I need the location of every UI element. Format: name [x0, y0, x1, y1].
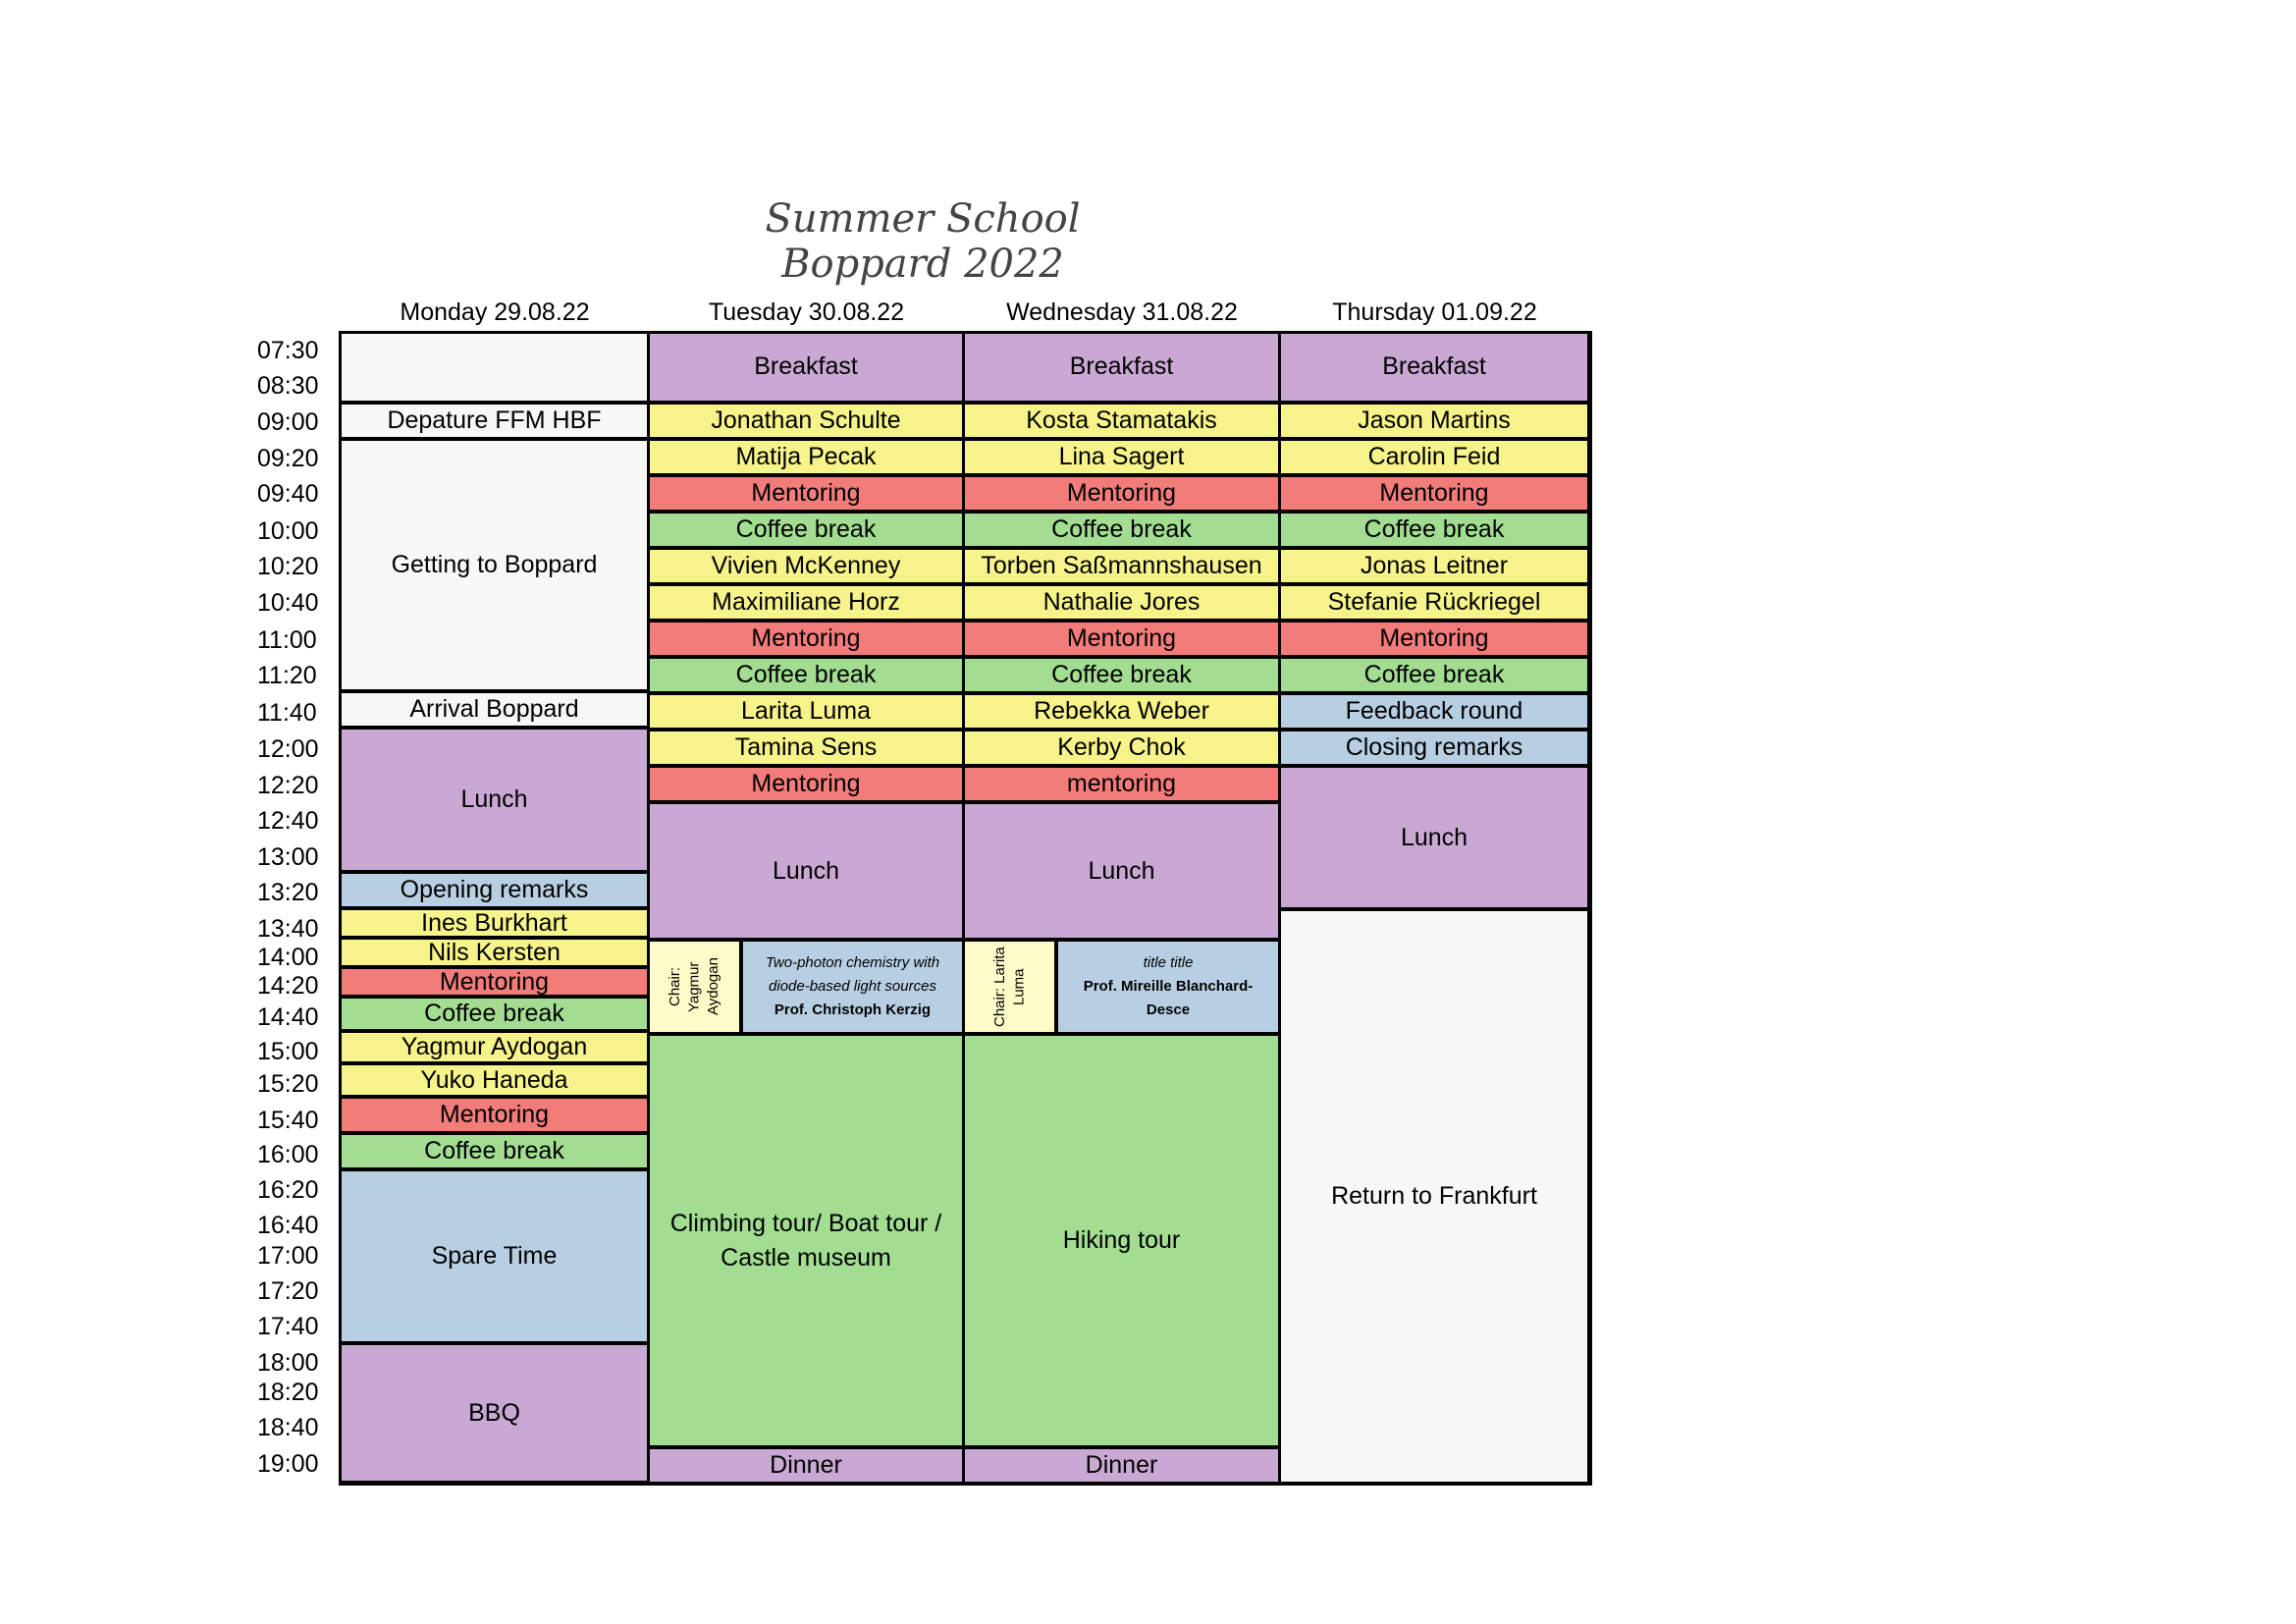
- time-label: 10:40: [257, 589, 319, 617]
- time-label: 16:40: [257, 1212, 319, 1239]
- time-label: 09:20: [257, 445, 319, 472]
- tuesday-keynote-title: Two-photon chemistry with diode-based light sources: [765, 954, 940, 995]
- tuesday-coffee-break-2: Coffee break: [648, 657, 964, 693]
- day-header-monday: Monday 29.08.22: [400, 298, 590, 326]
- tuesday-chair-label: Chair: Yagmur Aydogan: [667, 957, 722, 1016]
- thursday-coffee-break-1: Coffee break: [1279, 512, 1589, 548]
- thursday-talk-4: Stefanie Rückriegel: [1279, 584, 1589, 621]
- time-label: 12:20: [257, 772, 319, 799]
- time-label: 14:00: [257, 944, 319, 971]
- monday-spare-time: Spare Time: [340, 1169, 649, 1343]
- tuesday-keynote: [741, 940, 964, 1034]
- time-label: 09:40: [257, 480, 319, 508]
- monday-mentoring-2: Mentoring: [340, 1097, 649, 1133]
- time-label: 16:20: [257, 1176, 319, 1204]
- monday-opening-remarks: Opening remarks: [340, 872, 649, 908]
- time-label: 11:00: [257, 626, 317, 654]
- time-label: 12:40: [257, 807, 319, 835]
- tuesday-mentoring-1: Mentoring: [648, 475, 964, 512]
- monday-departure: Depature FFM HBF: [340, 403, 649, 439]
- time-label: 13:00: [257, 843, 319, 871]
- tuesday-session-chair: [648, 940, 741, 1034]
- tuesday-breakfast: Breakfast: [648, 331, 964, 403]
- time-label: 17:40: [257, 1313, 319, 1340]
- time-label: 15:00: [257, 1038, 319, 1065]
- time-label: 14:40: [257, 1003, 319, 1031]
- time-label: 10:20: [257, 553, 319, 580]
- wednesday-coffee-break-1: Coffee break: [963, 512, 1280, 548]
- time-label: 11:20: [257, 662, 317, 689]
- thursday-coffee-break-2: Coffee break: [1279, 657, 1589, 693]
- wednesday-activity: Hiking tour: [963, 1034, 1280, 1447]
- time-label: 15:20: [257, 1070, 319, 1098]
- time-label: 18:20: [257, 1379, 319, 1406]
- wednesday-mentoring-1: Mentoring: [963, 475, 1280, 512]
- time-label: 18:40: [257, 1414, 319, 1441]
- wednesday-breakfast: Breakfast: [963, 331, 1280, 403]
- thursday-closing-remarks: Closing remarks: [1279, 730, 1589, 766]
- tuesday-mentoring-2: Mentoring: [648, 621, 964, 657]
- tuesday-coffee-break-1: Coffee break: [648, 512, 964, 548]
- time-label: 13:20: [257, 879, 319, 906]
- monday-mentoring-1: Mentoring: [340, 967, 649, 997]
- wednesday-talk-6: Kerby Chok: [963, 730, 1280, 766]
- tuesday-talk-4: Maximiliane Horz: [648, 584, 964, 621]
- wednesday-coffee-break-2: Coffee break: [963, 657, 1280, 693]
- monday-talk-4: Yuko Haneda: [340, 1063, 649, 1097]
- time-label: 11:40: [257, 699, 317, 727]
- wednesday-session-chair: [963, 940, 1056, 1034]
- wednesday-mentoring-3: mentoring: [963, 766, 1280, 802]
- monday-bbq: BBQ: [340, 1343, 649, 1483]
- time-label: 13:40: [257, 915, 319, 943]
- monday-empty-morning: [340, 331, 649, 403]
- thursday-mentoring-1: Mentoring: [1279, 475, 1589, 512]
- time-label: 19:00: [257, 1450, 319, 1478]
- tuesday-talk-2: Matija Pecak: [648, 439, 964, 475]
- wednesday-talk-5: Rebekka Weber: [963, 693, 1280, 730]
- tuesday-lunch: Lunch: [648, 802, 964, 940]
- thursday-breakfast: Breakfast: [1279, 331, 1589, 403]
- wednesday-keynote-speaker: Prof. Mireille Blanchard-Desce: [1083, 978, 1254, 1018]
- wednesday-keynote-title: title title: [1143, 954, 1194, 971]
- monday-coffee-break-1: Coffee break: [340, 997, 649, 1031]
- time-label: 16:00: [257, 1141, 319, 1168]
- time-label: 08:30: [257, 372, 319, 400]
- page-title: Summer School Boppard 2022: [765, 196, 1081, 287]
- wednesday-mentoring-2: Mentoring: [963, 621, 1280, 657]
- monday-talk-2: Nils Kersten: [340, 938, 649, 967]
- day-header-wednesday: Wednesday 31.08.22: [1006, 298, 1238, 326]
- tuesday-talk-1: Jonathan Schulte: [648, 403, 964, 439]
- time-label: 15:40: [257, 1107, 319, 1134]
- wednesday-chair-label: Chair: Larita Luma: [991, 947, 1028, 1027]
- wednesday-lunch: Lunch: [963, 802, 1280, 940]
- day-header-thursday: Thursday 01.09.22: [1332, 298, 1537, 326]
- tuesday-dinner: Dinner: [648, 1447, 964, 1484]
- thursday-mentoring-2: Mentoring: [1279, 621, 1589, 657]
- wednesday-dinner: Dinner: [963, 1447, 1280, 1484]
- monday-talk-1: Ines Burkhart: [340, 908, 649, 938]
- thursday-return: Return to Frankfurt: [1279, 909, 1589, 1484]
- wednesday-keynote: [1056, 940, 1280, 1034]
- time-label: 09:00: [257, 408, 319, 436]
- thursday-talk-1: Jason Martins: [1279, 403, 1589, 439]
- wednesday-talk-1: Kosta Stamatakis: [963, 403, 1280, 439]
- thursday-feedback-round: Feedback round: [1279, 693, 1589, 730]
- time-label: 12:00: [257, 735, 319, 763]
- time-label: 10:00: [257, 517, 319, 545]
- tuesday-talk-6: Tamina Sens: [648, 730, 964, 766]
- monday-talk-3: Yagmur Aydogan: [340, 1031, 649, 1063]
- time-label: 17:20: [257, 1277, 319, 1305]
- tuesday-mentoring-3: Mentoring: [648, 766, 964, 802]
- monday-arrival: Arrival Boppard: [340, 691, 649, 728]
- thursday-talk-2: Carolin Feid: [1279, 439, 1589, 475]
- monday-coffee-break-2: Coffee break: [340, 1133, 649, 1169]
- thursday-lunch: Lunch: [1279, 766, 1589, 909]
- monday-lunch: Lunch: [340, 728, 649, 872]
- time-label: 07:30: [257, 337, 319, 364]
- monday-getting-to-boppard: Getting to Boppard: [340, 439, 649, 691]
- time-label: 18:00: [257, 1349, 319, 1377]
- thursday-talk-3: Jonas Leitner: [1279, 548, 1589, 584]
- tuesday-talk-3: Vivien McKenney: [648, 548, 964, 584]
- wednesday-talk-2: Lina Sagert: [963, 439, 1280, 475]
- tuesday-talk-5: Larita Luma: [648, 693, 964, 730]
- wednesday-talk-3: Torben Saßmannshausen: [963, 548, 1280, 584]
- day-header-tuesday: Tuesday 30.08.22: [708, 298, 905, 326]
- time-label: 14:20: [257, 972, 319, 1000]
- time-label: 17:00: [257, 1242, 319, 1270]
- tuesday-activity: Climbing tour/ Boat tour / Castle museum: [648, 1034, 964, 1447]
- wednesday-talk-4: Nathalie Jores: [963, 584, 1280, 621]
- tuesday-keynote-speaker: Prof. Christoph Kerzig: [774, 1001, 932, 1018]
